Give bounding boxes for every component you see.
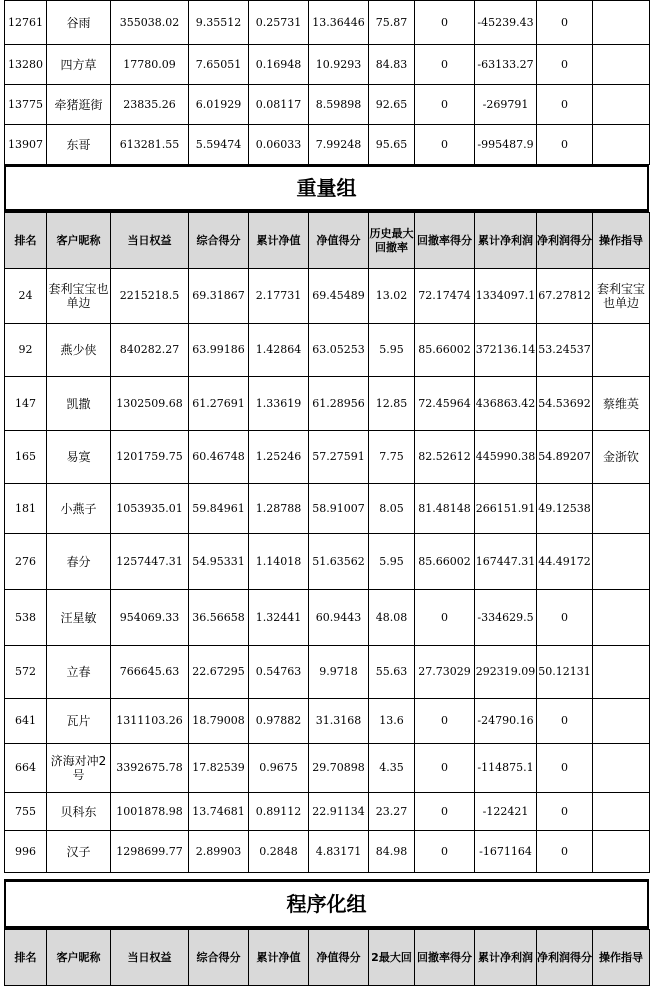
table-row bbox=[5, 269, 650, 324]
max-drawdown-cell: 13.6 bbox=[369, 699, 415, 744]
header-score: 综合得分 bbox=[189, 930, 249, 986]
net-profit-score-cell: 0 bbox=[537, 590, 593, 646]
nav-score-cell: 29.70898 bbox=[309, 744, 369, 793]
equity-cell: 1053935.01 bbox=[111, 484, 189, 534]
net-profit-cell: -122421 bbox=[475, 793, 537, 831]
table-row bbox=[5, 377, 650, 431]
nav-cell: 0.89112 bbox=[249, 793, 309, 831]
nav-score-cell: 58.91007 bbox=[309, 484, 369, 534]
net-profit-score-cell: 0 bbox=[537, 85, 593, 125]
net-profit-cell: -269791 bbox=[475, 85, 537, 125]
guide-cell: 金浙钦 bbox=[593, 431, 650, 484]
net-profit-cell: 436863.42 bbox=[475, 377, 537, 431]
nav-cell: 0.2848 bbox=[249, 831, 309, 873]
client-name-cell: 汉子 bbox=[47, 831, 111, 873]
net-profit-cell: 292319.09 bbox=[475, 646, 537, 699]
header-np-score: 净利润得分 bbox=[537, 213, 593, 269]
net-profit-score-cell: 0 bbox=[537, 45, 593, 85]
table-row bbox=[5, 484, 650, 534]
rank-cell: 181 bbox=[5, 484, 47, 534]
max-drawdown-cell: 23.27 bbox=[369, 793, 415, 831]
net-profit-score-cell: 54.89207 bbox=[537, 431, 593, 484]
equity-cell: 2215218.5 bbox=[111, 269, 189, 324]
header-max-dd: 2最大回 bbox=[369, 930, 415, 986]
nav-score-cell: 31.3168 bbox=[309, 699, 369, 744]
drawdown-score-cell: 0 bbox=[415, 85, 475, 125]
drawdown-score-cell: 0 bbox=[415, 125, 475, 165]
rank-cell: 572 bbox=[5, 646, 47, 699]
drawdown-score-cell: 82.52612 bbox=[415, 431, 475, 484]
header-nav-score: 净值得分 bbox=[309, 930, 369, 986]
table-row bbox=[5, 324, 650, 377]
header-rank: 排名 bbox=[5, 930, 47, 986]
equity-cell: 355038.02 bbox=[111, 1, 189, 45]
table-row bbox=[5, 431, 650, 484]
rank-cell: 13907 bbox=[5, 125, 47, 165]
drawdown-score-cell: 85.66002 bbox=[415, 534, 475, 590]
rank-cell: 92 bbox=[5, 324, 47, 377]
drawdown-score-cell: 85.66002 bbox=[415, 324, 475, 377]
net-profit-score-cell: 0 bbox=[537, 125, 593, 165]
rank-cell: 276 bbox=[5, 534, 47, 590]
table-row bbox=[5, 793, 650, 831]
max-drawdown-cell: 75.87 bbox=[369, 1, 415, 45]
composite-score-cell: 18.79008 bbox=[189, 699, 249, 744]
client-name-cell: 济海对冲2号 bbox=[47, 744, 111, 793]
client-name-cell: 贝科东 bbox=[47, 793, 111, 831]
guide-cell bbox=[593, 484, 650, 534]
guide-cell bbox=[593, 1, 650, 45]
table-row bbox=[5, 1, 650, 45]
client-name-cell: 四方草 bbox=[47, 45, 111, 85]
equity-cell: 3392675.78 bbox=[111, 744, 189, 793]
nav-cell: 1.28788 bbox=[249, 484, 309, 534]
program-header-row bbox=[5, 930, 650, 986]
net-profit-score-cell: 0 bbox=[537, 793, 593, 831]
net-profit-cell: 266151.91 bbox=[475, 484, 537, 534]
net-profit-score-cell: 0 bbox=[537, 699, 593, 744]
rank-cell: 165 bbox=[5, 431, 47, 484]
program-group-table bbox=[4, 929, 650, 986]
nav-cell: 1.32441 bbox=[249, 590, 309, 646]
nav-cell: 1.42864 bbox=[249, 324, 309, 377]
drawdown-score-cell: 0 bbox=[415, 831, 475, 873]
client-name-cell: 谷雨 bbox=[47, 1, 111, 45]
net-profit-cell: -1671164 bbox=[475, 831, 537, 873]
max-drawdown-cell: 5.95 bbox=[369, 324, 415, 377]
header-net-profit: 累计净利润 bbox=[475, 930, 537, 986]
net-profit-cell: -45239.43 bbox=[475, 1, 537, 45]
rank-cell: 755 bbox=[5, 793, 47, 831]
rank-cell: 538 bbox=[5, 590, 47, 646]
max-drawdown-cell: 8.05 bbox=[369, 484, 415, 534]
equity-cell: 1257447.31 bbox=[111, 534, 189, 590]
nav-cell: 1.14018 bbox=[249, 534, 309, 590]
table-row bbox=[5, 744, 650, 793]
rank-cell: 13775 bbox=[5, 85, 47, 125]
nav-cell: 0.9675 bbox=[249, 744, 309, 793]
header-guide: 操作指导 bbox=[593, 930, 650, 986]
header-np-score: 净利润得分 bbox=[537, 930, 593, 986]
drawdown-score-cell: 0 bbox=[415, 590, 475, 646]
max-drawdown-cell: 84.83 bbox=[369, 45, 415, 85]
nav-cell: 0.25731 bbox=[249, 1, 309, 45]
max-drawdown-cell: 92.65 bbox=[369, 85, 415, 125]
nav-score-cell: 51.63562 bbox=[309, 534, 369, 590]
equity-cell: 766645.63 bbox=[111, 646, 189, 699]
drawdown-score-cell: 72.17474 bbox=[415, 269, 475, 324]
equity-cell: 1001878.98 bbox=[111, 793, 189, 831]
equity-cell: 954069.33 bbox=[111, 590, 189, 646]
net-profit-cell: -24790.16 bbox=[475, 699, 537, 744]
guide-cell bbox=[593, 646, 650, 699]
guide-cell: 套利宝宝也单边 bbox=[593, 269, 650, 324]
drawdown-score-cell: 0 bbox=[415, 793, 475, 831]
section-program-label: 程序化组 bbox=[286, 892, 367, 916]
guide-cell bbox=[593, 125, 650, 165]
guide-cell: 蔡维英 bbox=[593, 377, 650, 431]
guide-cell bbox=[593, 699, 650, 744]
net-profit-score-cell: 0 bbox=[537, 1, 593, 45]
header-nav-score: 净值得分 bbox=[309, 213, 369, 269]
rank-cell: 996 bbox=[5, 831, 47, 873]
drawdown-score-cell: 72.45964 bbox=[415, 377, 475, 431]
composite-score-cell: 36.56658 bbox=[189, 590, 249, 646]
table-row bbox=[5, 45, 650, 85]
max-drawdown-cell: 5.95 bbox=[369, 534, 415, 590]
equity-cell: 1201759.75 bbox=[111, 431, 189, 484]
rank-cell: 641 bbox=[5, 699, 47, 744]
table-row bbox=[5, 125, 650, 165]
header-name: 客户昵称 bbox=[47, 213, 111, 269]
client-name-cell: 小燕子 bbox=[47, 484, 111, 534]
net-profit-score-cell: 50.12131 bbox=[537, 646, 593, 699]
guide-cell bbox=[593, 793, 650, 831]
drawdown-score-cell: 0 bbox=[415, 744, 475, 793]
client-name-cell: 燕少侠 bbox=[47, 324, 111, 377]
header-guide: 操作指导 bbox=[593, 213, 650, 269]
max-drawdown-cell: 55.63 bbox=[369, 646, 415, 699]
max-drawdown-cell: 12.85 bbox=[369, 377, 415, 431]
header-equity: 当日权益 bbox=[111, 213, 189, 269]
nav-score-cell: 4.83171 bbox=[309, 831, 369, 873]
client-name-cell: 牵猪逛街 bbox=[47, 85, 111, 125]
drawdown-score-cell: 0 bbox=[415, 699, 475, 744]
client-name-cell: 东哥 bbox=[47, 125, 111, 165]
max-drawdown-cell: 7.75 bbox=[369, 431, 415, 484]
nav-cell: 2.17731 bbox=[249, 269, 309, 324]
composite-score-cell: 5.59474 bbox=[189, 125, 249, 165]
header-rank: 排名 bbox=[5, 213, 47, 269]
net-profit-cell: -63133.27 bbox=[475, 45, 537, 85]
net-profit-cell: -114875.1 bbox=[475, 744, 537, 793]
net-profit-cell: 1334097.1 bbox=[475, 269, 537, 324]
composite-score-cell: 63.99186 bbox=[189, 324, 249, 377]
header-name: 客户昵称 bbox=[47, 930, 111, 986]
top-group-table bbox=[4, 0, 650, 165]
nav-score-cell: 13.36446 bbox=[309, 1, 369, 45]
composite-score-cell: 17.82539 bbox=[189, 744, 249, 793]
net-profit-score-cell: 53.24537 bbox=[537, 324, 593, 377]
guide-cell bbox=[593, 85, 650, 125]
composite-score-cell: 7.65051 bbox=[189, 45, 249, 85]
rank-cell: 147 bbox=[5, 377, 47, 431]
table-row bbox=[5, 699, 650, 744]
heavy-header-row bbox=[5, 213, 650, 269]
max-drawdown-cell: 4.35 bbox=[369, 744, 415, 793]
equity-cell: 840282.27 bbox=[111, 324, 189, 377]
header-max-dd: 历史最大回撤率 bbox=[369, 213, 415, 269]
client-name-cell: 瓦片 bbox=[47, 699, 111, 744]
equity-cell: 1298699.77 bbox=[111, 831, 189, 873]
header-dd-score: 回撤率得分 bbox=[415, 930, 475, 986]
header-net-profit: 累计净利润 bbox=[475, 213, 537, 269]
drawdown-score-cell: 27.73029 bbox=[415, 646, 475, 699]
nav-score-cell: 60.9443 bbox=[309, 590, 369, 646]
guide-cell bbox=[593, 534, 650, 590]
header-score: 综合得分 bbox=[189, 213, 249, 269]
composite-score-cell: 9.35512 bbox=[189, 1, 249, 45]
net-profit-score-cell: 67.27812 bbox=[537, 269, 593, 324]
equity-cell: 1302509.68 bbox=[111, 377, 189, 431]
net-profit-cell: 167447.31 bbox=[475, 534, 537, 590]
net-profit-score-cell: 0 bbox=[537, 744, 593, 793]
net-profit-cell: 372136.14 bbox=[475, 324, 537, 377]
nav-cell: 0.08117 bbox=[249, 85, 309, 125]
header-nav: 累计净值 bbox=[249, 930, 309, 986]
nav-score-cell: 9.9718 bbox=[309, 646, 369, 699]
composite-score-cell: 69.31867 bbox=[189, 269, 249, 324]
nav-score-cell: 61.28956 bbox=[309, 377, 369, 431]
net-profit-score-cell: 44.49172 bbox=[537, 534, 593, 590]
drawdown-score-cell: 0 bbox=[415, 1, 475, 45]
header-equity: 当日权益 bbox=[111, 930, 189, 986]
nav-score-cell: 8.59898 bbox=[309, 85, 369, 125]
nav-score-cell: 7.99248 bbox=[309, 125, 369, 165]
nav-score-cell: 57.27591 bbox=[309, 431, 369, 484]
composite-score-cell: 22.67295 bbox=[189, 646, 249, 699]
max-drawdown-cell: 13.02 bbox=[369, 269, 415, 324]
rank-cell: 13280 bbox=[5, 45, 47, 85]
net-profit-cell: -995487.9 bbox=[475, 125, 537, 165]
rank-cell: 24 bbox=[5, 269, 47, 324]
composite-score-cell: 13.74681 bbox=[189, 793, 249, 831]
nav-cell: 1.25246 bbox=[249, 431, 309, 484]
equity-cell: 17780.09 bbox=[111, 45, 189, 85]
composite-score-cell: 61.27691 bbox=[189, 377, 249, 431]
nav-score-cell: 10.9293 bbox=[309, 45, 369, 85]
table-row bbox=[5, 831, 650, 873]
nav-cell: 0.54763 bbox=[249, 646, 309, 699]
equity-cell: 613281.55 bbox=[111, 125, 189, 165]
guide-cell bbox=[593, 590, 650, 646]
net-profit-cell: -334629.5 bbox=[475, 590, 537, 646]
header-dd-score: 回撤率得分 bbox=[415, 213, 475, 269]
max-drawdown-cell: 84.98 bbox=[369, 831, 415, 873]
nav-cell: 1.33619 bbox=[249, 377, 309, 431]
header-nav: 累计净值 bbox=[249, 213, 309, 269]
table-row bbox=[5, 590, 650, 646]
client-name-cell: 立春 bbox=[47, 646, 111, 699]
drawdown-score-cell: 81.48148 bbox=[415, 484, 475, 534]
net-profit-score-cell: 49.12538 bbox=[537, 484, 593, 534]
composite-score-cell: 54.95331 bbox=[189, 534, 249, 590]
section-program-title bbox=[4, 879, 649, 929]
nav-cell: 0.06033 bbox=[249, 125, 309, 165]
nav-score-cell: 69.45489 bbox=[309, 269, 369, 324]
table-row bbox=[5, 646, 650, 699]
rank-cell: 12761 bbox=[5, 1, 47, 45]
heavy-group-table bbox=[4, 212, 650, 873]
net-profit-score-cell: 54.53692 bbox=[537, 377, 593, 431]
composite-score-cell: 2.89903 bbox=[189, 831, 249, 873]
equity-cell: 1311103.26 bbox=[111, 699, 189, 744]
guide-cell bbox=[593, 831, 650, 873]
composite-score-cell: 60.46748 bbox=[189, 431, 249, 484]
client-name-cell: 春分 bbox=[47, 534, 111, 590]
nav-score-cell: 63.05253 bbox=[309, 324, 369, 377]
drawdown-score-cell: 0 bbox=[415, 45, 475, 85]
nav-score-cell: 22.91134 bbox=[309, 793, 369, 831]
client-name-cell: 凯撒 bbox=[47, 377, 111, 431]
client-name-cell: 易寞 bbox=[47, 431, 111, 484]
guide-cell bbox=[593, 45, 650, 85]
rank-cell: 664 bbox=[5, 744, 47, 793]
client-name-cell: 汪星敏 bbox=[47, 590, 111, 646]
composite-score-cell: 6.01929 bbox=[189, 85, 249, 125]
net-profit-cell: 445990.38 bbox=[475, 431, 537, 484]
table-row bbox=[5, 85, 650, 125]
table-row bbox=[5, 534, 650, 590]
nav-cell: 0.97882 bbox=[249, 699, 309, 744]
client-name-cell: 套利宝宝也单边 bbox=[47, 269, 111, 324]
equity-cell: 23835.26 bbox=[111, 85, 189, 125]
section-heavy-label: 重量组 bbox=[296, 176, 357, 200]
nav-cell: 0.16948 bbox=[249, 45, 309, 85]
max-drawdown-cell: 48.08 bbox=[369, 590, 415, 646]
guide-cell bbox=[593, 744, 650, 793]
guide-cell bbox=[593, 324, 650, 377]
max-drawdown-cell: 95.65 bbox=[369, 125, 415, 165]
net-profit-score-cell: 0 bbox=[537, 831, 593, 873]
section-heavy-title bbox=[4, 164, 649, 212]
composite-score-cell: 59.84961 bbox=[189, 484, 249, 534]
